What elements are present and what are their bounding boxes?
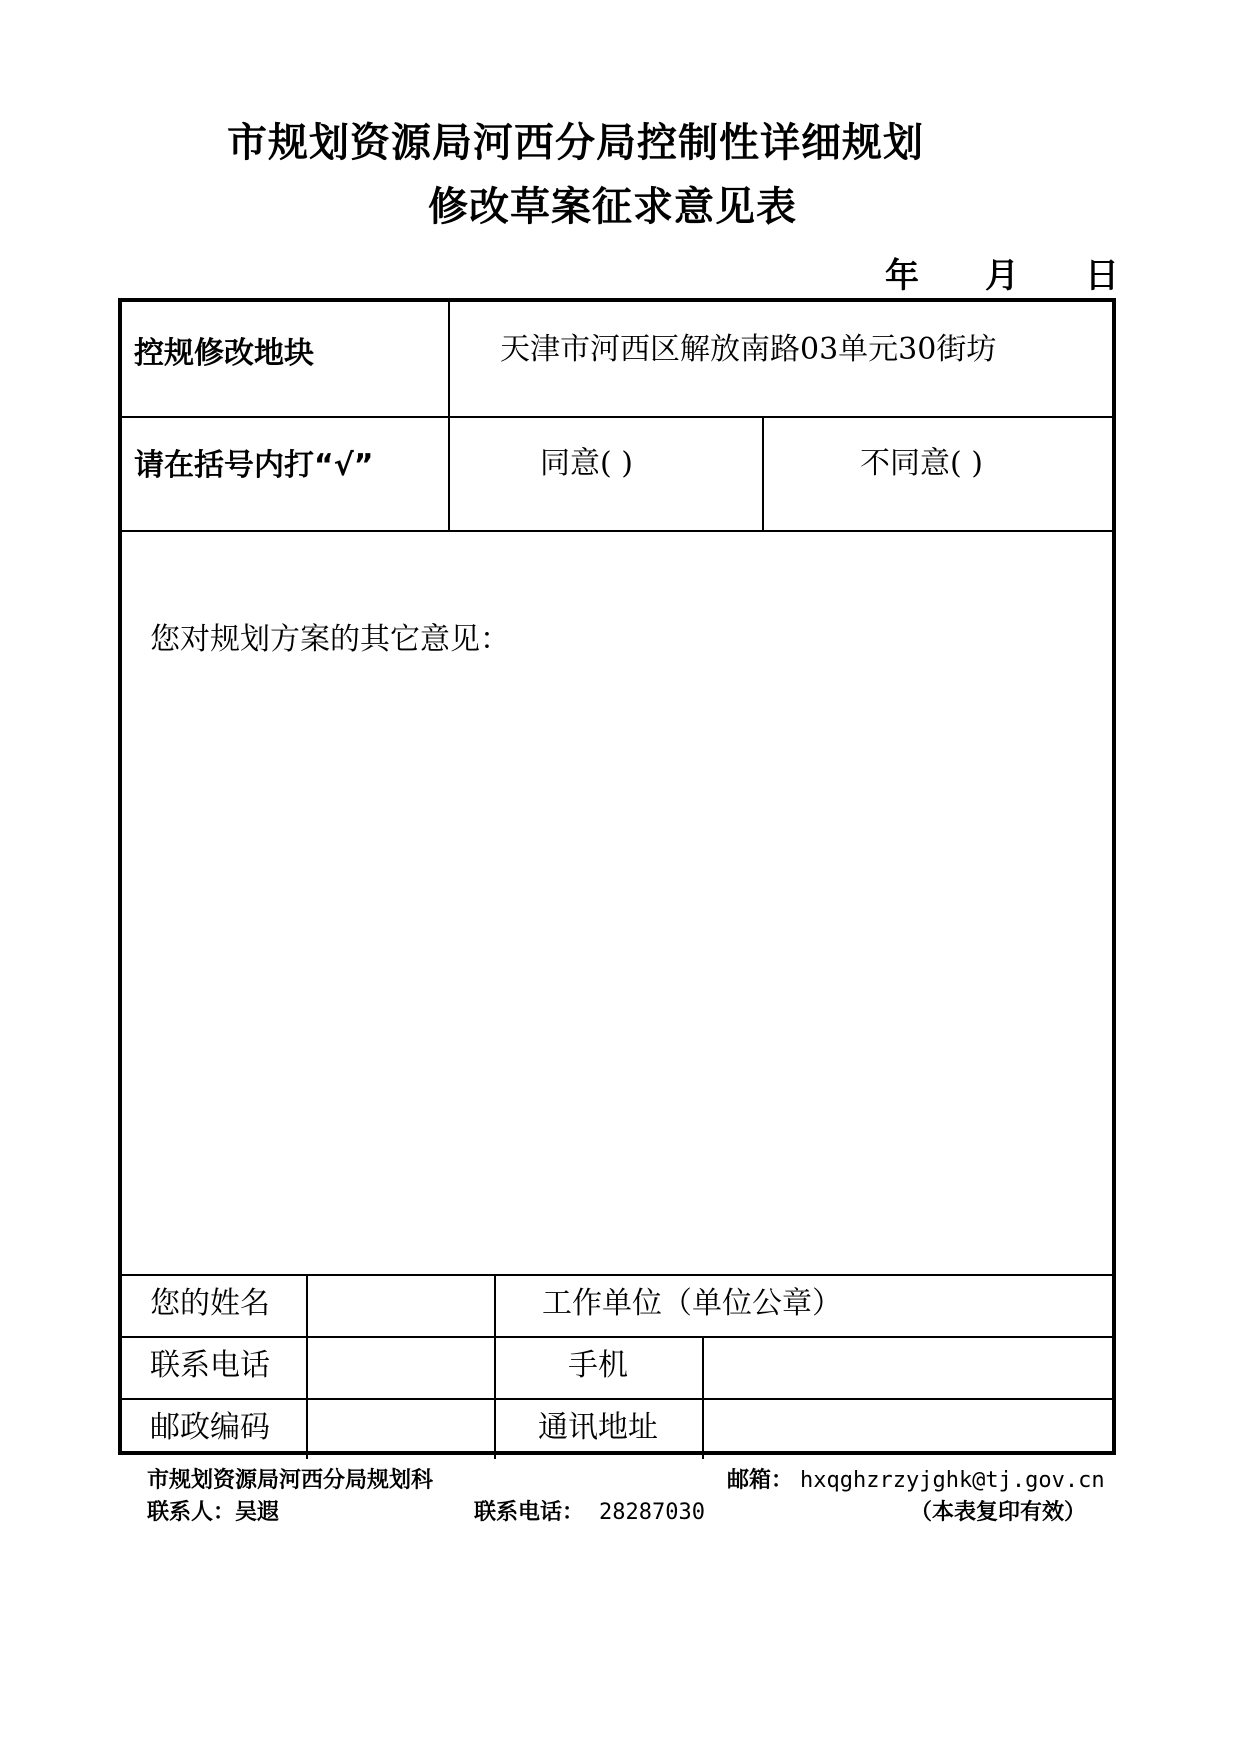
form-title-line2: 修改草案征求意见表 — [428, 184, 797, 230]
opinion-label: 您对规划方案的其它意见： — [150, 622, 510, 657]
phone-label: 联系电话 — [150, 1348, 270, 1383]
disagree-option[interactable]: 不同意( ) — [860, 446, 983, 481]
col-divider — [762, 416, 764, 531]
footer-email: hxqghzrzyjghk@tj.gov.cn — [800, 1468, 1105, 1493]
footer-note: （本表复印有效） — [910, 1500, 1087, 1525]
address-field[interactable] — [706, 1402, 1110, 1452]
row-divider — [122, 1274, 1112, 1276]
footer-email-label: 邮箱： — [727, 1468, 794, 1493]
agree-option[interactable]: 同意( ) — [540, 446, 633, 481]
postcode-field[interactable] — [310, 1402, 492, 1452]
col-divider — [306, 1274, 308, 1459]
row-divider — [122, 1336, 1112, 1338]
date-day: 日 — [1085, 256, 1119, 296]
plot-value: 天津市河西区解放南路03单元30街坊 — [500, 332, 997, 367]
plot-label: 控规修改地块 — [134, 336, 314, 371]
footer-office: 市规划资源局河西分局规划科 — [147, 1468, 434, 1493]
mobile-field[interactable] — [706, 1340, 1110, 1396]
name-field[interactable] — [310, 1278, 492, 1334]
footer-phone: 28287030 — [599, 1500, 705, 1525]
check-instruction: 请在括号内打“√” — [134, 448, 374, 483]
postcode-label: 邮政编码 — [150, 1410, 270, 1445]
footer-contact: 联系人：吴遐 — [147, 1500, 280, 1525]
footer-phone-label: 联系电话： — [474, 1500, 585, 1525]
col-divider — [702, 1336, 704, 1459]
opinion-form-table — [118, 298, 1116, 1455]
row-divider — [122, 1398, 1112, 1400]
opinion-text-area[interactable] — [126, 534, 1108, 1270]
row-divider — [122, 530, 1112, 532]
mobile-label: 手机 — [568, 1348, 628, 1383]
date-year: 年 — [885, 256, 919, 296]
row-divider — [122, 416, 1112, 418]
col-divider — [494, 1274, 496, 1459]
form-title-line1: 市规划资源局河西分局控制性详细规划 — [227, 120, 924, 166]
phone-field[interactable] — [310, 1340, 492, 1396]
date-month: 月 — [985, 256, 1019, 296]
address-label: 通讯地址 — [538, 1410, 658, 1445]
col-divider — [448, 302, 450, 531]
work-unit-label: 工作单位（单位公章） — [542, 1286, 842, 1321]
name-label: 您的姓名 — [150, 1286, 270, 1321]
